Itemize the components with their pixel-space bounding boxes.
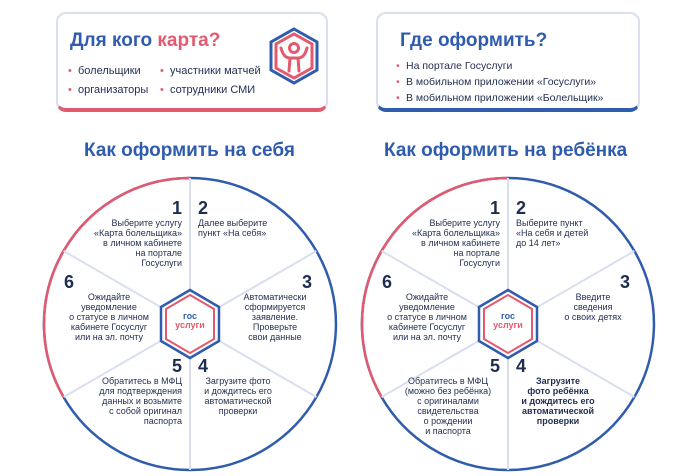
step-number: 3 xyxy=(619,272,630,292)
step-5 xyxy=(78,356,182,426)
fan-person-icon xyxy=(266,26,322,98)
step-number: 6 xyxy=(382,272,393,292)
logo-text-gos: гос xyxy=(500,311,515,321)
who-title xyxy=(70,30,220,52)
list-item: • На портале Госуслуги xyxy=(396,58,603,74)
list-item: • болельщики xyxy=(68,62,148,81)
step-number: 2 xyxy=(198,198,209,218)
step-text: Далее выберите пункт «На себя» xyxy=(198,218,268,238)
step-2 xyxy=(516,198,616,248)
step-4 xyxy=(198,356,298,416)
step-number: 5 xyxy=(489,356,500,376)
step-text: Выберите услугу «Карта болельщика» в личном кабинете на портале Госуслуги xyxy=(411,218,500,268)
step-text: Автоматически сформируется заявление. Проверьте свои данные xyxy=(243,292,307,342)
who-title-accent: карта? xyxy=(157,30,221,51)
logo-text-uslugi: услуги xyxy=(175,320,205,330)
step-text: Загрузите фото и дождитесь его автоматической проверки xyxy=(204,376,272,416)
where-card-box xyxy=(376,12,640,112)
step-number: 6 xyxy=(64,272,75,292)
gosuslugi-logo xyxy=(160,288,220,354)
who-list-col1 xyxy=(68,62,148,100)
step-1 xyxy=(400,198,500,268)
step-number: 1 xyxy=(171,198,182,218)
child-steps-wheel xyxy=(360,176,656,472)
list-item: • В мобильном приложении «Госуслуги» xyxy=(396,74,603,90)
step-text: Ожидайте уведомление о статусе в личном кабинете Госуслуг или на эл. почту xyxy=(69,292,149,342)
logo-text-gos: гос xyxy=(182,311,197,321)
child-section-title: Как оформить на ребёнка xyxy=(384,140,628,161)
step-4 xyxy=(516,356,616,426)
step-text: Обратитесь в МФЦ (можно без ребёнка) с оригиналами свидетельства о рождении и паспорта xyxy=(404,376,492,436)
step-3 xyxy=(238,272,312,342)
who-list-col2 xyxy=(160,62,261,100)
who-card-box xyxy=(56,12,328,112)
who-title-part: Для кого xyxy=(70,30,158,51)
where-list xyxy=(396,58,603,106)
list-item: • участники матчей xyxy=(160,62,261,81)
step-text: Введите сведения о своих детях xyxy=(564,292,622,322)
step-6 xyxy=(382,272,472,342)
step-3 xyxy=(556,272,630,322)
self-section-title: Как оформить на себя xyxy=(84,140,295,161)
step-5 xyxy=(396,356,500,436)
logo-text-uslugi: услуги xyxy=(493,320,523,330)
step-text: Загрузите фото ребёнка и дождитесь его автоматической проверки xyxy=(521,376,595,426)
step-number: 3 xyxy=(301,272,312,292)
where-title: Где оформить? xyxy=(400,30,548,51)
step-number: 4 xyxy=(198,356,209,376)
step-number: 5 xyxy=(171,356,182,376)
step-6 xyxy=(64,272,154,342)
step-number: 2 xyxy=(516,198,527,218)
list-item: • организаторы xyxy=(68,81,148,100)
step-text: Ожидайте уведомление о статусе в личном кабинете Госуслуг или на эл. почту xyxy=(387,292,467,342)
step-number: 4 xyxy=(516,356,527,376)
step-2 xyxy=(198,198,298,238)
step-number: 1 xyxy=(489,198,500,218)
gosuslugi-logo xyxy=(478,288,538,354)
list-item: • сотрудники СМИ xyxy=(160,81,261,100)
list-item: • В мобильном приложении «Болельщик» xyxy=(396,90,603,106)
step-1 xyxy=(82,198,182,268)
step-text: Выберите услугу «Карта болельщика» в личном кабинете на портале Госуслуги xyxy=(93,218,182,268)
step-text: Выберите пункт «На себя и детей до 14 лет» xyxy=(516,218,589,248)
step-text: Обратитесь в МФЦ для подтверждения данных и возьмите с собой оригинал паспорта xyxy=(99,376,182,426)
self-steps-wheel xyxy=(42,176,338,472)
